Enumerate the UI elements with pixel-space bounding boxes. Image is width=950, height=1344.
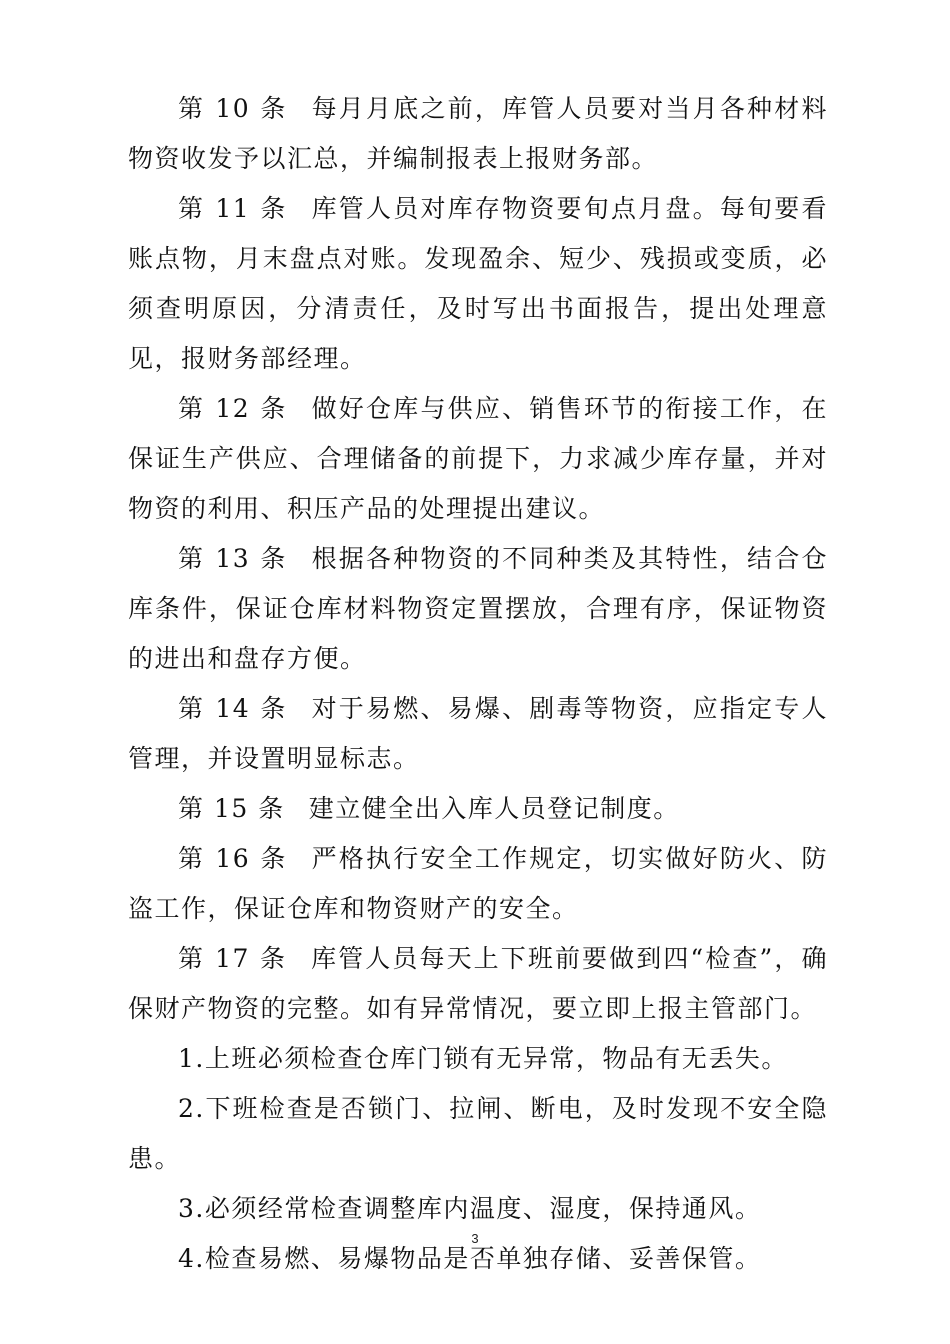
article-12 [128, 384, 828, 534]
list-item-1: 1.上班必须检查仓库门锁有无异常，物品有无丢失。 [178, 1044, 788, 1073]
document-body [128, 84, 828, 1284]
article-text: 库管人员每天上下班前要做到四“检查”，确保财产物资的完整。如有异常情况，要立即上报主管部门。 [128, 944, 828, 1023]
article-number: 第 15 条 [178, 794, 285, 823]
list-item-3: 3.必须经常检查调整库内温度、湿度，保持通风。 [178, 1194, 762, 1223]
page-number: 3 [471, 1231, 479, 1246]
article-number: 第 14 条 [178, 694, 288, 723]
article-text: 对于易燃、易爆、剧毒等物资，应指定专人管理，并设置明显标志。 [128, 694, 828, 773]
article-text: 每月月底之前，库管人员要对当月各种材料物资收发予以汇总，并编制报表上报财务部。 [128, 94, 828, 173]
article-number: 第 12 条 [178, 394, 288, 423]
article-15 [128, 784, 828, 834]
article-number: 第 10 条 [178, 94, 288, 123]
list-item-4: 4.检查易燃、易爆物品是否单独存储、妥善保管。 [178, 1244, 762, 1273]
article-number: 第 16 条 [178, 844, 288, 873]
article-10 [128, 84, 828, 184]
article-11 [128, 184, 828, 384]
article-text: 建立健全出入库人员登记制度。 [308, 794, 680, 823]
article-text: 根据各种物资的不同种类及其特性，结合仓库条件，保证仓库材料物资定置摆放，合理有序，保证物资的进出和盘存方便。 [128, 544, 828, 673]
article-text: 库管人员对库存物资要旬点月盘。每旬要看账点物，月末盘点对账。发现盈余、短少、残损或变质，必须查明原因，分清责任，及时写出书面报告，提出处理意见，报财务部经理。 [128, 194, 828, 373]
article-number: 第 17 条 [178, 944, 288, 973]
list-item-2: 2.下班检查是否锁门、拉闸、断电，及时发现不安全隐患。 [128, 1094, 828, 1173]
article-13 [128, 534, 828, 684]
article-16 [128, 834, 828, 934]
article-text: 严格执行安全工作规定，切实做好防火、防盗工作，保证仓库和物资财产的安全。 [128, 844, 828, 923]
article-text: 做好仓库与供应、销售环节的衔接工作，在保证生产供应、合理储备的前提下，力求减少库存量，并对物资的利用、积压产品的处理提出建议。 [128, 394, 828, 523]
article-number: 第 11 条 [178, 194, 288, 223]
article-number: 第 13 条 [178, 544, 288, 573]
article-17 [128, 934, 828, 1034]
article-14 [128, 684, 828, 784]
